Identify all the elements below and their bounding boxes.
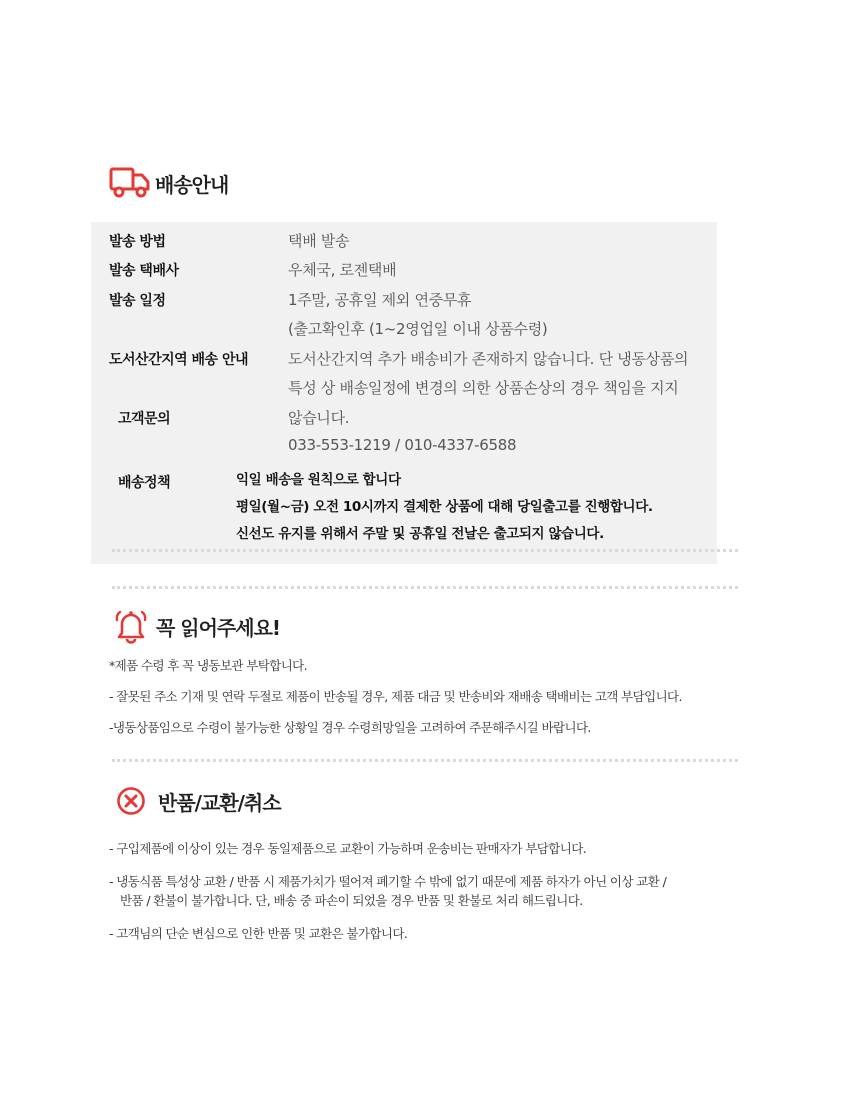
notice-line: *제품 수령 후 꼭 냉동보관 부탁합니다. [109,658,308,673]
shipping-schedule-note: (출고확인후 (1~2영업일 이내 상품수령) [288,320,548,338]
shipping-title: 배송안내 [155,172,229,197]
shipping-policy-line: 신선도 유지를 위해서 주말 및 공휴일 전날은 출고되지 않습니다. [236,526,604,542]
notice-line: -냉동상품임으로 수령이 불가능한 상황일 경우 수령희망일을 고려하여 주문해주시길 바랍니다. [109,720,591,735]
shipping-policy-line: 익일 배송을 원칙으로 합니다 [236,472,401,488]
bell-icon [114,608,148,644]
returns-title: 반품/교환/취소 [158,790,281,815]
returns-line: - 고객님의 단순 변심으로 인한 반품 및 교환은 불가합니다. [109,926,408,941]
shipping-policy-line: 평일(월~금) 오전 10시까지 결제한 상품에 대해 당일출고를 진행합니다. [236,499,653,515]
returns-line: 반품 / 환불이 불가합니다. 단, 배송 중 파손이 되었을 경우 반품 및 환불로 처리 해드립니다. [120,893,583,908]
shipping-policy-label: 배송정책 [118,475,171,491]
shipping-method-label: 발송 방법 [109,234,166,250]
divider [112,759,738,762]
close-circle-icon [116,786,146,816]
notice-title: 꼭 읽어주세요! [156,615,281,640]
truck-icon [108,165,152,201]
notice-heading [114,608,280,644]
contact-label: 고객문의 [118,411,171,427]
remote-area-label: 도서산간지역 배송 안내 [109,352,248,368]
shipping-schedule-value: 1주말, 공휴일 제외 연중무휴 [288,291,472,309]
shipping-carrier-label: 발송 택배사 [109,263,179,279]
notice-line: - 잘못된 주소 기재 및 연락 두절로 제품이 반송될 경우, 제품 대금 및 반송비와 재배송 택배비는 고객 부담입니다. [109,689,682,704]
remote-area-line: 않습니다. [288,409,350,427]
returns-line: - 냉동식품 특성상 교환 / 반품 시 제품가치가 떨어져 폐기할 수 밖에 없기 때문에 제품 하자가 아닌 이상 교환 / [109,874,667,889]
shipping-carrier-value: 우체국, 로젠택배 [288,261,397,279]
divider [112,549,738,552]
contact-value: 033-553-1219 / 010-4337-6588 [288,436,517,454]
shipping-heading [108,165,228,201]
remote-area-line: 특성 상 배송일정에 변경의 의한 상품손상의 경우 책임을 지지 [288,379,679,397]
returns-line: - 구입제품에 이상이 있는 경우 동일제품으로 교환이 가능하며 운송비는 판매자가 부담합니다. [109,841,587,856]
remote-area-line: 도서산간지역 추가 배송비가 존재하지 않습니다. 단 냉동상품의 [288,350,689,368]
shipping-schedule-label: 발송 일정 [109,293,166,309]
shipping-method-value: 택배 발송 [288,232,350,250]
divider [112,586,738,589]
returns-heading [116,786,281,816]
